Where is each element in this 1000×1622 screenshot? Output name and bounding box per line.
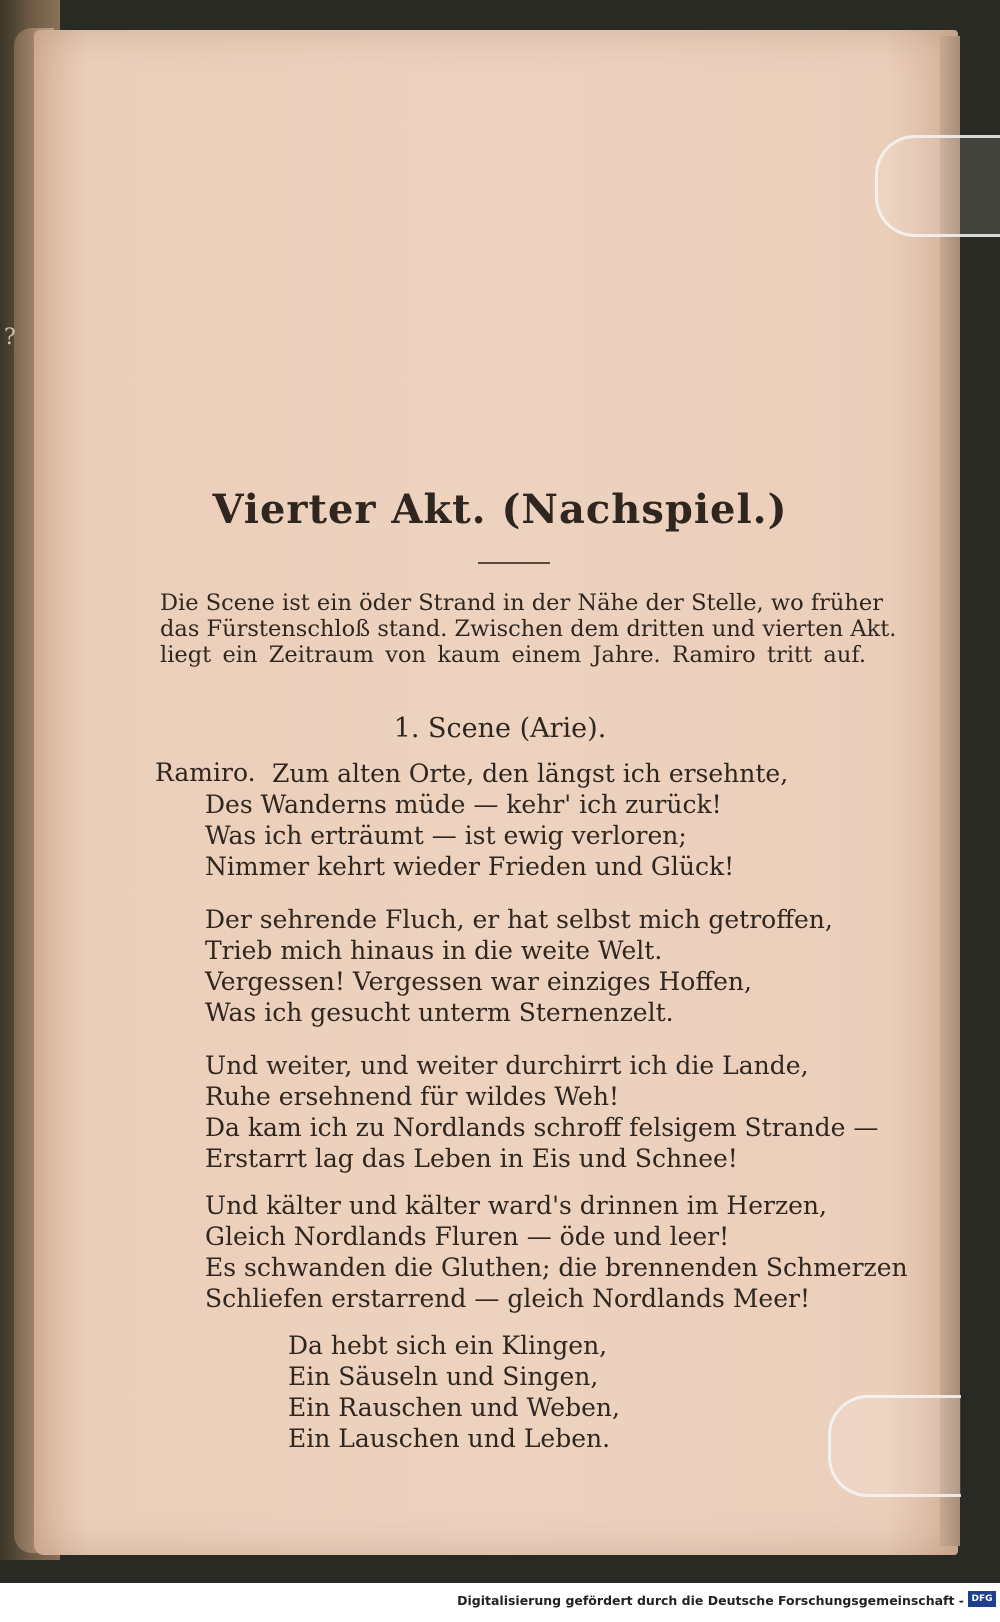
funding-notice: Digitalisierung gefördert durch die Deutsche Forschungsgemeinschaft - [457, 1593, 964, 1608]
verse-line: Da hebt sich ein Klingen, [288, 1331, 608, 1360]
verse-line: Schliefen erstarrend — gleich Nordlands Meer! [205, 1284, 811, 1313]
page-clip-top [875, 135, 1000, 237]
verse-line: Gleich Nordlands Fluren — öde und leer! [205, 1222, 730, 1251]
verse-line: Ein Lauschen und Leben. [288, 1424, 611, 1453]
verse-line: Da kam ich zu Nordlands schroff felsigem Strande — [205, 1113, 879, 1142]
page-clip-bottom [828, 1395, 961, 1497]
verse-line: Ein Säuseln und Singen, [288, 1362, 599, 1391]
act-title: Vierter Akt. (Nachspiel.) [212, 486, 788, 533]
verse-line: Vergessen! Vergessen war einziges Hoffen, [205, 967, 752, 996]
margin-mark: ? [4, 325, 16, 350]
verse-line: Ein Rauschen und Weben, [288, 1393, 620, 1422]
scene-heading: 1. Scene (Arie). [393, 713, 607, 744]
verse-line: Und weiter, und weiter durchirrt ich die Lande, [205, 1051, 809, 1080]
footer-bar [0, 1583, 1000, 1622]
dfg-logo: DFG [968, 1591, 996, 1607]
verse-line: Zum alten Orte, den längst ich ersehnte, [272, 759, 789, 788]
title-divider [478, 562, 550, 564]
stage-direction-line: das Fürstenschloß stand. Zwischen dem dritten und vierten Akt. [160, 616, 897, 642]
verse-line: Trieb mich hinaus in die weite Welt. [205, 936, 663, 965]
stage-direction-line: liegt ein Zeitraum von kaum einem Jahre. Ramiro tritt auf. [160, 642, 866, 668]
verse-line: Es schwanden die Gluthen; die brennenden Schmerzen [205, 1253, 908, 1282]
verse-line: Ruhe ersehnend für wildes Weh! [205, 1082, 620, 1111]
verse-line: Was ich erträumt — ist ewig verloren; [205, 821, 687, 850]
verse-line: Des Wanderns müde — kehr' ich zurück! [205, 790, 722, 819]
verse-line: Erstarrt lag das Leben in Eis und Schnee! [205, 1144, 738, 1173]
speaker-name: Ramiro. [155, 758, 256, 787]
verse-line: Was ich gesucht unterm Sternenzelt. [205, 998, 674, 1027]
page-right-edge [940, 36, 960, 1546]
verse-line: Nimmer kehrt wieder Frieden und Glück! [205, 852, 735, 881]
stage-direction-line: Die Scene ist ein öder Strand in der Nähe der Stelle, wo früher [160, 590, 883, 616]
verse-line: Und kälter und kälter ward's drinnen im Herzen, [205, 1191, 827, 1220]
verse-line: Der sehrende Fluch, er hat selbst mich getroffen, [205, 905, 833, 934]
stage-direction [160, 590, 897, 668]
